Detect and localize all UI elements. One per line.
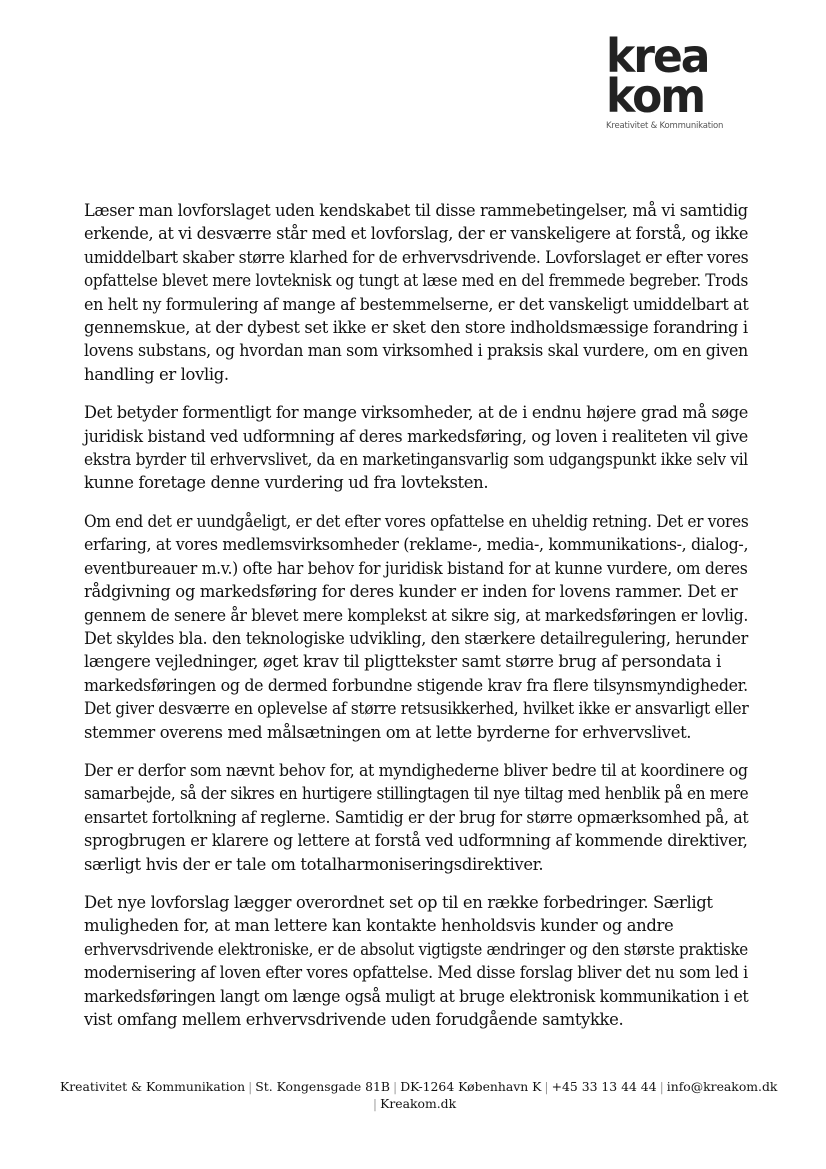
footer-separator: | bbox=[248, 1079, 253, 1094]
paragraph-line: Det betyder formentligt for mange virksomheder, at de i endnu højere grad må søge bbox=[84, 403, 748, 423]
paragraph-line: vist omfang mellem erhvervsdrivende uden forudgående samtykke. bbox=[84, 1010, 624, 1029]
paragraph-line: umiddelbart skaber større klarhed for de erhvervsdrivende. Lovforslaget er efter vores bbox=[84, 247, 749, 267]
letter-body bbox=[84, 199, 748, 1046]
paragraph-line: markedsføringen langt om længe også muligt at bruge elektronisk kommunikation i et bbox=[84, 986, 749, 1006]
paragraph-line: stemmer overens med målsætningen om at lette byrderne for erhvervslivet. bbox=[84, 722, 692, 742]
kreakom-logo bbox=[606, 29, 738, 131]
footer-separator: | bbox=[393, 1079, 398, 1094]
paragraph-line: Der er derfor som nævnt behov for, at myndighederne bliver bedre til at koordinere og bbox=[84, 760, 748, 780]
paragraph-line: erkende, at vi desværre står med et lovforslag, der er vanskeligere at forstå, og ikke bbox=[84, 224, 749, 244]
paragraph-line: opfattelse blevet mere lovteknisk og tungt at læse med en del fremmede begreber. Trods bbox=[84, 271, 749, 291]
paragraph bbox=[84, 759, 748, 876]
paragraph bbox=[84, 199, 748, 386]
paragraph-line: erhvervsdrivende elektroniske, er de absolut vigtigste ændringer og den største praktiske bbox=[84, 939, 748, 959]
paragraph-line: rådgivning og markedsføring for deres kunder er inden for lovens rammer. Det er bbox=[84, 582, 738, 602]
paragraph-line: Det nye lovforslag lægger overordnet set op til en række forbedringer. Særligt bbox=[84, 892, 713, 912]
paragraph-line: sprogbrugen er klarere og lettere at forstå ved udformning af kommende direktiver, bbox=[84, 831, 748, 851]
footer-website[interactable]: Kreakom.dk bbox=[380, 1096, 457, 1111]
footer-separator: | bbox=[544, 1079, 549, 1094]
paragraph-line: særligt hvis der er tale om totalharmoniseringsdirektiver. bbox=[84, 854, 544, 874]
paragraph-line: Det skyldes bla. den teknologiske udvikling, den stærkere detailregulering, herunder bbox=[84, 628, 748, 648]
paragraph bbox=[84, 510, 748, 744]
paragraph-line: Om end det er uundgåeligt, er det efter vores opfattelse en uheldig retning. Det er vores bbox=[84, 511, 749, 531]
paragraph-line: muligheden for, at man lettere kan kontakte henholdsvis kunder og andre bbox=[84, 916, 674, 936]
paragraph-line: eventbureauer m.v.) ofte har behov for juridisk bistand for at kunne vurdere, om deres bbox=[84, 558, 748, 578]
paragraph-line: markedsføringen og de dermed forbundne stigende krav fra flere tilsynsmyndigheder. bbox=[84, 675, 748, 695]
footer-separator: | bbox=[372, 1096, 378, 1111]
logo-tagline: Kreativitet & Kommunikation bbox=[606, 121, 724, 131]
footer-separator: | bbox=[659, 1079, 664, 1094]
footer-city: DK-1264 København K bbox=[400, 1079, 542, 1094]
footer-org: Kreativitet & Kommunikation bbox=[60, 1079, 246, 1094]
paragraph-line: ensartet fortolkning af reglerne. Samtidig er der brug for større opmærksomhed på, at bbox=[84, 807, 749, 827]
paragraph-line: Læser man lovforslaget uden kendskabet til disse rammebetingelser, må vi samtidig bbox=[84, 201, 748, 220]
paragraph-line: lovens substans, og hvordan man som virksomhed i praksis skal vurdere, om en given bbox=[84, 341, 748, 361]
paragraph-line: ekstra byrder til erhvervslivet, da en marketingansvarlig som udgangspunkt ikke selv vil bbox=[84, 450, 748, 470]
footer-address: St. Kongensgade 81B bbox=[255, 1079, 390, 1094]
paragraph-line: kunne foretage denne vurdering ud fra lovteksten. bbox=[84, 473, 489, 493]
footer bbox=[60, 1078, 778, 1112]
footer-phone: +45 33 13 44 44 bbox=[551, 1079, 657, 1094]
paragraph-line: erfaring, at vores medlemsvirksomheder (reklame-, media-, kommunikations-, dialog-, bbox=[84, 535, 749, 555]
paragraph bbox=[84, 891, 748, 1031]
paragraph-line: samarbejde, så der sikres en hurtigere stillingtagen til nye tiltag med henblik på en mere bbox=[84, 784, 749, 804]
paragraph-line: en helt ny formulering af mange af bestemmelserne, er det vanskeligt umiddelbart at bbox=[84, 294, 749, 314]
paragraph-line: gennem de senere år blevet mere komplekst at sikre sig, at markedsføringen er lovlig. bbox=[84, 605, 748, 625]
paragraph bbox=[84, 401, 748, 495]
logo-line-kom: kom bbox=[606, 69, 705, 124]
paragraph-line: modernisering af loven efter vores opfattelse. Med disse forslag bliver det nu som led i bbox=[84, 963, 748, 983]
paragraph-line: længere vejledninger, øget krav til pligttekster samt større brug af persondata i bbox=[84, 652, 721, 672]
paragraph-line: handling er lovlig. bbox=[84, 364, 229, 384]
footer-email[interactable]: info@kreakom.dk bbox=[666, 1079, 778, 1094]
paragraph-line: gennemskue, at der dybest set ikke er sket den store indholdsmæssige forandring i bbox=[84, 318, 748, 338]
logo-line-krea: krea bbox=[606, 29, 709, 84]
paragraph-line: juridisk bistand ved udformning af deres markedsføring, og loven i realiteten vil give bbox=[84, 426, 748, 446]
paragraph-line: Det giver desværre en oplevelse af større retsusikkerhed, hvilket ikke er ansvarligt eller bbox=[84, 699, 749, 719]
